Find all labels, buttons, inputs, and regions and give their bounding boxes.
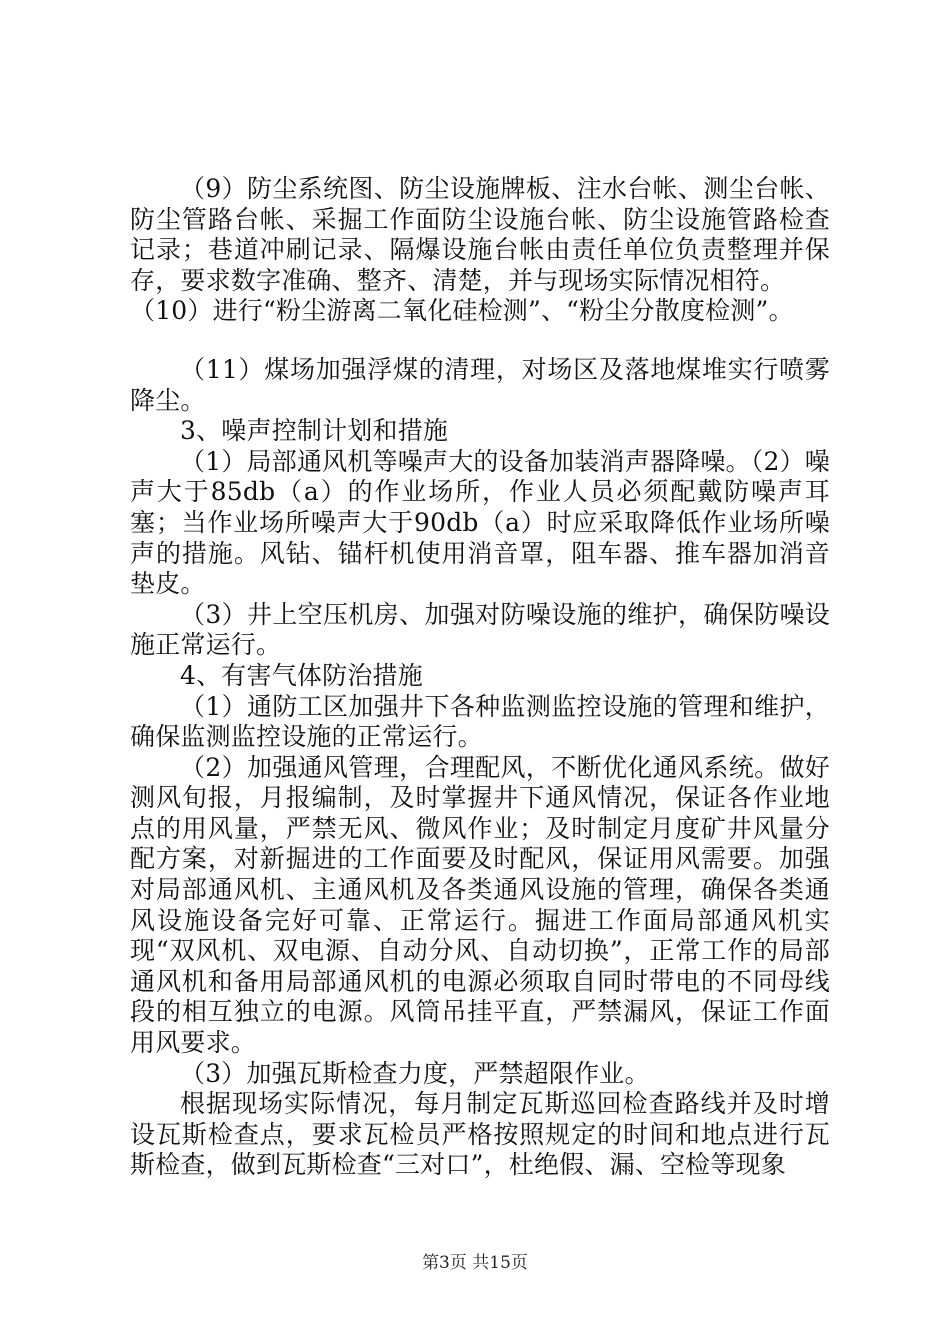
page-number-footer: 第3页 共15页: [422, 1253, 528, 1273]
paragraph-compressor-room: （3）井上空压机房、加强对防噪设施的维护，确保防噪设施正常运行。: [130, 599, 830, 660]
paragraph-monitoring: （1）通防工区加强井下各种监测监控设施的管理和维护，确保监测监控设施的正常运行。: [130, 691, 830, 752]
paragraph-dust-records: （9）防尘系统图、防尘设施牌板、注水台帐、测尘台帐、防尘管路台帐、采掘工作面防尘设施台帐、防尘设施管路检查记录；巷道冲刷记录、隔爆设施台帐由责任单位负责整理并保存，要求数字准确、整齐、清楚，并与现场实际情况相符。: [130, 174, 830, 295]
paragraph-coal-yard: （11）煤场加强浮煤的清理，对场区及落地煤堆实行喷雾降尘。: [130, 354, 830, 415]
paragraph-silica-detection: （10）进行“粉尘游离二氧化硅检测”、“粉尘分散度检测”。: [130, 296, 794, 326]
section-heading-harmful-gas: 4、有害气体防治措施: [180, 660, 423, 690]
paragraph-gas-inspection: （3）加强瓦斯检查力度，严禁超限作业。: [180, 1058, 650, 1088]
paragraph-noise-measures: （1）局部通风机等噪声大的设备加装消声器降噪。（2）噪声大于85db（a）的作业场所，作业人员必须配戴防噪声耳塞；当作业场所噪声大于90db（a）时应采取降低作业场所噪声的措施。风钻、锚杆机使用消音罩，阻车器、推车器加消音垫皮。: [130, 446, 830, 599]
paragraph-gas-patrol: 根据现场实际情况，每月制定瓦斯巡回检查路线并及时增设瓦斯检查点，要求瓦检员严格按照规定的时间和地点进行瓦斯检查，做到瓦斯检查“三对口”，杜绝假、漏、空检等现象: [130, 1089, 830, 1180]
section-heading-noise-control: 3、噪声控制计划和措施: [180, 416, 449, 446]
paragraph-ventilation: （2）加强通风管理，合理配风，不断优化通风系统。做好测风旬报，月报编制，及时掌握井下通风情况，保证各作业地点的用风量，严禁无风、微风作业；及时制定月度矿井风量分配方案，对新掘进的工作面要及时配风，保证用风需要。加强对局部通风机、主通风机及各类通风设施的管理，确保各类通风设施设备完好可靠、正常运行。掘进工作面局部通风机实现“双风机、双电源、自动分风、自动切换”，正常工作的局部通风机和备用局部通风机的电源必须取自同时带电的不同母线段的相互独立的电源。风筒吊挂平直，严禁漏风，保证工作面用风要求。: [130, 752, 830, 1058]
document-body: [130, 174, 830, 1181]
